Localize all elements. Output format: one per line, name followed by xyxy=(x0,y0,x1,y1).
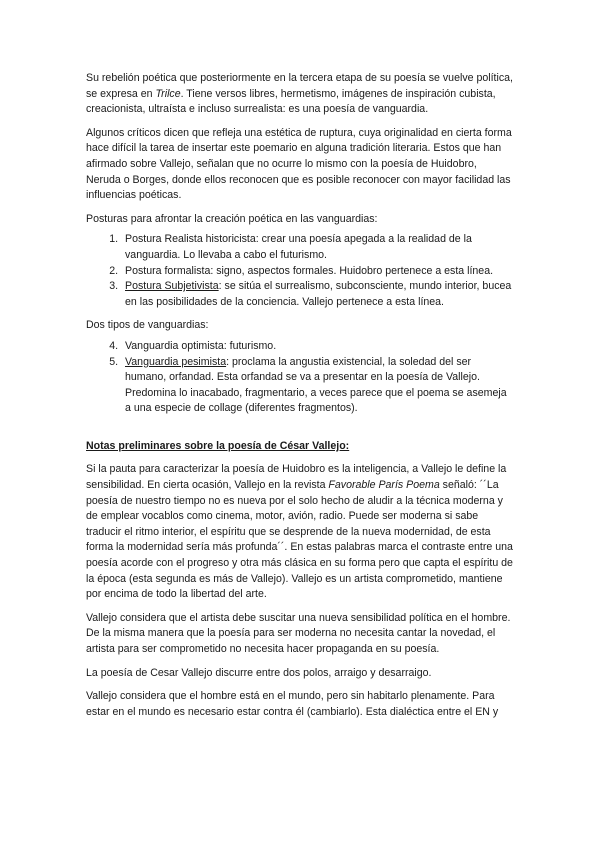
paragraph-tipos-intro: Dos tipos de vanguardias: xyxy=(86,319,209,332)
title-revista: Favorable París Poema xyxy=(328,479,440,492)
paragraph-posturas-intro: Posturas para afrontar la creación poética en las vanguardias: xyxy=(86,212,378,225)
posturas-list xyxy=(86,232,514,310)
title-trilce: Trilce xyxy=(155,87,181,100)
vanguardias-list xyxy=(86,339,514,417)
section-heading: Notas preliminares sobre la poesía de César Vallejo: xyxy=(86,439,350,452)
paragraph-criticos: Algunos críticos dicen que refleja una estética de ruptura, cuya originalidad en cierta forma hace difícil la tarea de insertar este poemario en alguna tradición literaria. Estos que han afirmado sobre Vallejo, señalan que no ocurre lo mismo con la poesía de Huidobro, Neruda o Borges, donde ellos reconocen que es posible reconocer con mayor facilidad las influencias poéticas. xyxy=(86,126,512,202)
list-item: 2. Postura formalista: signo, aspectos formales. Huidobro pertenece a esta línea. xyxy=(121,264,514,280)
paragraph-trilce: Su rebelión poética que posteriormente en la tercera etapa de su poesía se vuelve política, se expresa en Trilce. Tiene versos libres, hermetismo, imágenes de inspiración cubista, creacionista, ultraísta e incluso surrealista: es una poesía de vanguardia. xyxy=(86,72,513,116)
paragraph-sensibilidad: Vallejo considera que el artista debe suscitar una nueva sensibilidad política en el hombre. De la misma manera que la poesía para ser moderna no necesita cantar la novedad, el artista para ser comprometido no necesita hacer propaganda en su poesía. xyxy=(86,611,511,655)
paragraph-pauta: Si la pauta para caracterizar la poesía de Huidobro es la inteligencia, a Vallejo le define la sensibilidad. En cierta ocasión, Vallejo en la revista Favorable París Poema señaló: ´´La poesía de nuestro tiempo no es nueva por el solo hecho de aludir a la técnica moderna y de emplear vocablos como cinema, motor, avión, radio. Puede ser moderna si sabe traducir el ritmo interior, el espíritu que se desprende de la nueva modernidad, de esta forma la modernidad sería más profunda´´. En estas palabras marca el contraste entre una poesía acorde con el progreso y otra más clásica en su forma pero que capta el espíritu de la época (esta segunda es más de Vallejo). Vallejo es un artista comprometido, mantiene por encima de todo la libertad del arte. xyxy=(86,463,513,601)
paragraph-polos: La poesía de Cesar Vallejo discurre entre dos polos, arraigo y desarraigo. xyxy=(86,666,432,679)
list-item: 4. Vanguardia optimista: futurismo. xyxy=(121,339,514,355)
list-item: 1. Postura Realista historicista: crear una poesía apegada a la realidad de la vanguardia. Lo llevaba a cabo el futurismo. xyxy=(121,232,514,263)
list-item: 3. Postura Subjetivista: se sitúa el surrealismo, subconsciente, mundo interior, bucea en las posibilidades de la conciencia. Vallejo pertenece a esta línea. xyxy=(121,279,514,310)
list-item: 5. Vanguardia pesimista: proclama la angustia existencial, la soledad del ser humano, orfandad. Esta orfandad se va a presentar en la poesía de Vallejo. Predomina lo inacabado, fragmentario, a veces parece que el poema se asemeja a una especie de collage (diferentes fragmentos). xyxy=(121,355,514,417)
paragraph-mundo: Vallejo considera que el hombre está en el mundo, pero sin habitarlo plenamente. Para estar en el mundo es necesario estar contra él (cambiarlo). Esta dialéctica entre el EN y xyxy=(86,690,499,718)
